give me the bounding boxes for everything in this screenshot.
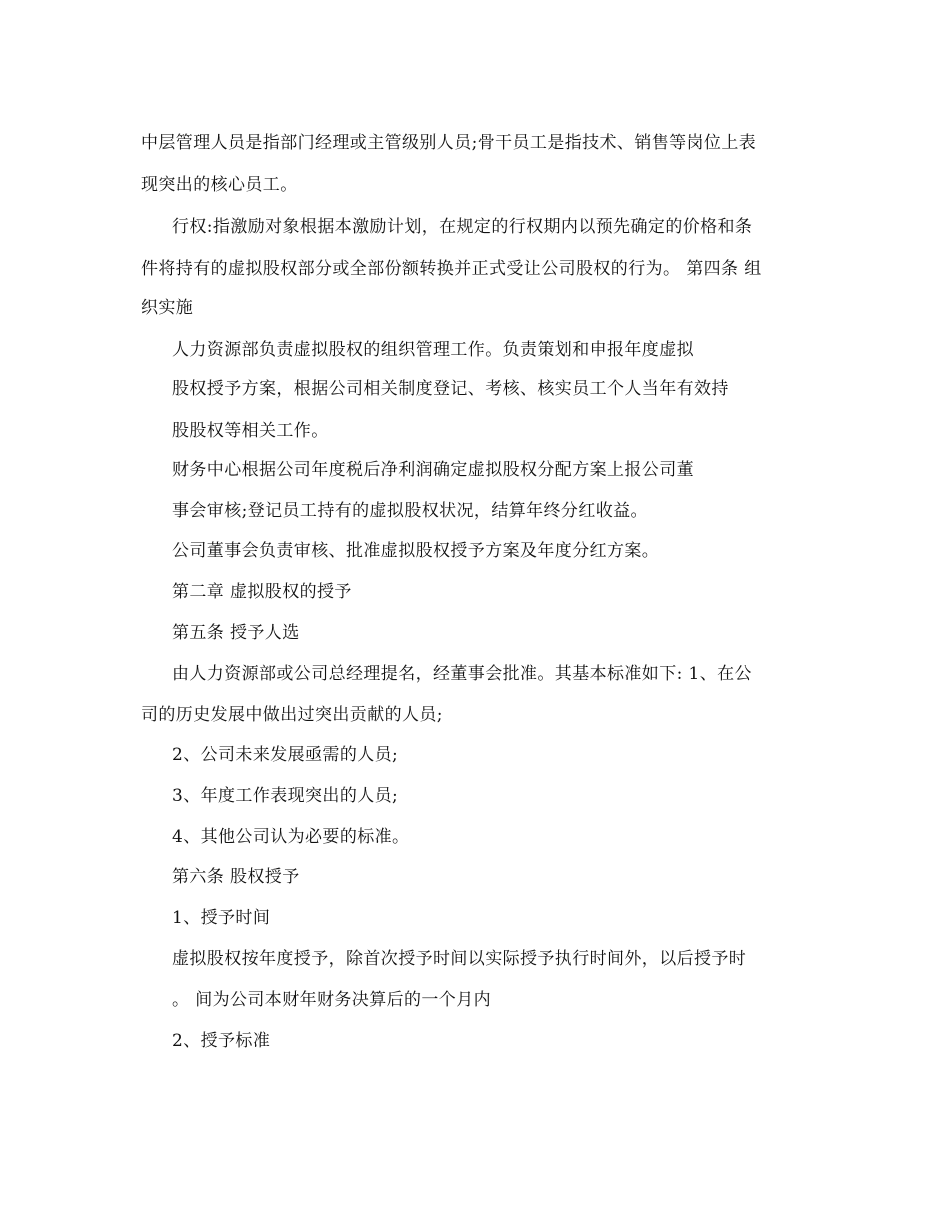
text-line: 司的历史发展中做出过突出贡献的人员; bbox=[141, 705, 443, 725]
text-line: 财务中心根据公司年度税后净利润确定虚拟股权分配方案上报公司董 bbox=[172, 460, 694, 480]
text-line: 中层管理人员是指部门经理或主管级别人员;骨干员工是指技术、销售等岗位上表 bbox=[141, 133, 757, 153]
article-heading: 第六条 股权授予 bbox=[172, 867, 300, 887]
text-line: 股股权等相关工作。 bbox=[172, 421, 329, 441]
text-line: 股权授予方案，根据公司相关制度登记、考核、核实员工个人当年有效持 bbox=[172, 379, 729, 399]
text-line: 行权:指激励对象根据本激励计划，在规定的行权期内以预先确定的价格和条 bbox=[172, 217, 753, 237]
text-line: 公司董事会负责审核、批准虚拟股权授予方案及年度分红方案。 bbox=[172, 541, 660, 561]
text-line: 虚拟股权按年度授予，除首次授予时间以实际授予执行时间外，以后授予时 bbox=[172, 949, 747, 969]
list-item: 4、其他公司认为必要的标准。 bbox=[172, 827, 410, 847]
text-line: 现突出的核心员工。 bbox=[141, 175, 298, 195]
list-item: 2、授予标准 bbox=[172, 1031, 271, 1051]
text-line: 。 间为公司本财年财务决算后的一个月内 bbox=[172, 990, 492, 1010]
list-item: 3、年度工作表现突出的人员; bbox=[172, 786, 399, 806]
text-line: 织实施 bbox=[141, 298, 194, 318]
text-line: 人力资源部负责虚拟股权的组织管理工作。负责策划和申报年度虚拟 bbox=[172, 340, 694, 360]
chapter-heading: 第二章 虚拟股权的授予 bbox=[172, 582, 352, 602]
text-line: 件将持有的虚拟股权部分或全部份额转换并正式受让公司股权的行为。 第四条 组 bbox=[141, 259, 762, 279]
list-item: 2、公司未来发展亟需的人员; bbox=[172, 745, 399, 765]
text-line: 事会审核;登记员工持有的虚拟股权状况，结算年终分红收益。 bbox=[172, 501, 648, 521]
article-heading: 第五条 授予人选 bbox=[172, 623, 300, 643]
list-item: 1、授予时间 bbox=[172, 908, 271, 928]
text-line: 由人力资源部或公司总经理提名，经董事会批准。其基本标准如下: 1、在公 bbox=[172, 664, 752, 684]
